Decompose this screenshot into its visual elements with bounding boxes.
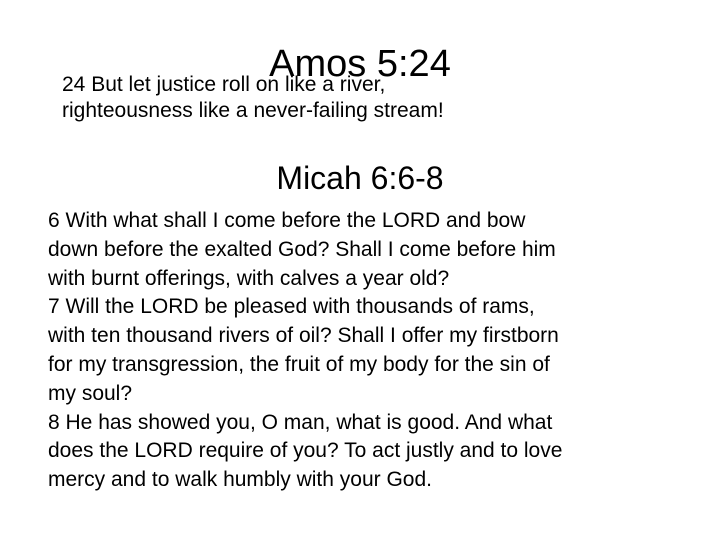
- micah-title: Micah 6:6-8: [276, 160, 444, 196]
- micah-verse-line: with ten thousand rivers of oil? Shall I offer my firstborn: [48, 324, 559, 348]
- micah-verse-line: down before the exalted God? Shall I come before him: [48, 237, 556, 261]
- micah-verse-line: 7 Will the LORD be pleased with thousands of rams,: [48, 295, 535, 319]
- amos-verse-line: 24 But let justice roll on like a river,: [62, 73, 386, 96]
- micah-verse-line: for my transgression, the fruit of my body for the sin of: [48, 352, 550, 376]
- micah-verse-line: does the LORD require of you? To act justly and to love: [48, 439, 563, 463]
- micah-verse-line: 6 With what shall I come before the LORD and bow: [48, 209, 526, 232]
- micah-verse-line: 8 He has showed you, O man, what is good. And what: [48, 410, 553, 434]
- micah-verse-line: with burnt offerings, with calves a year old?: [48, 266, 450, 290]
- micah-verse-line: mercy and to walk humbly with your God.: [48, 468, 432, 492]
- amos-verse-line: righteousness like a never-failing stream!: [62, 99, 444, 122]
- amos-title: Amos 5:24: [269, 43, 451, 85]
- micah-verse-line: my soul?: [48, 381, 133, 405]
- micah-verse-text: [48, 207, 698, 495]
